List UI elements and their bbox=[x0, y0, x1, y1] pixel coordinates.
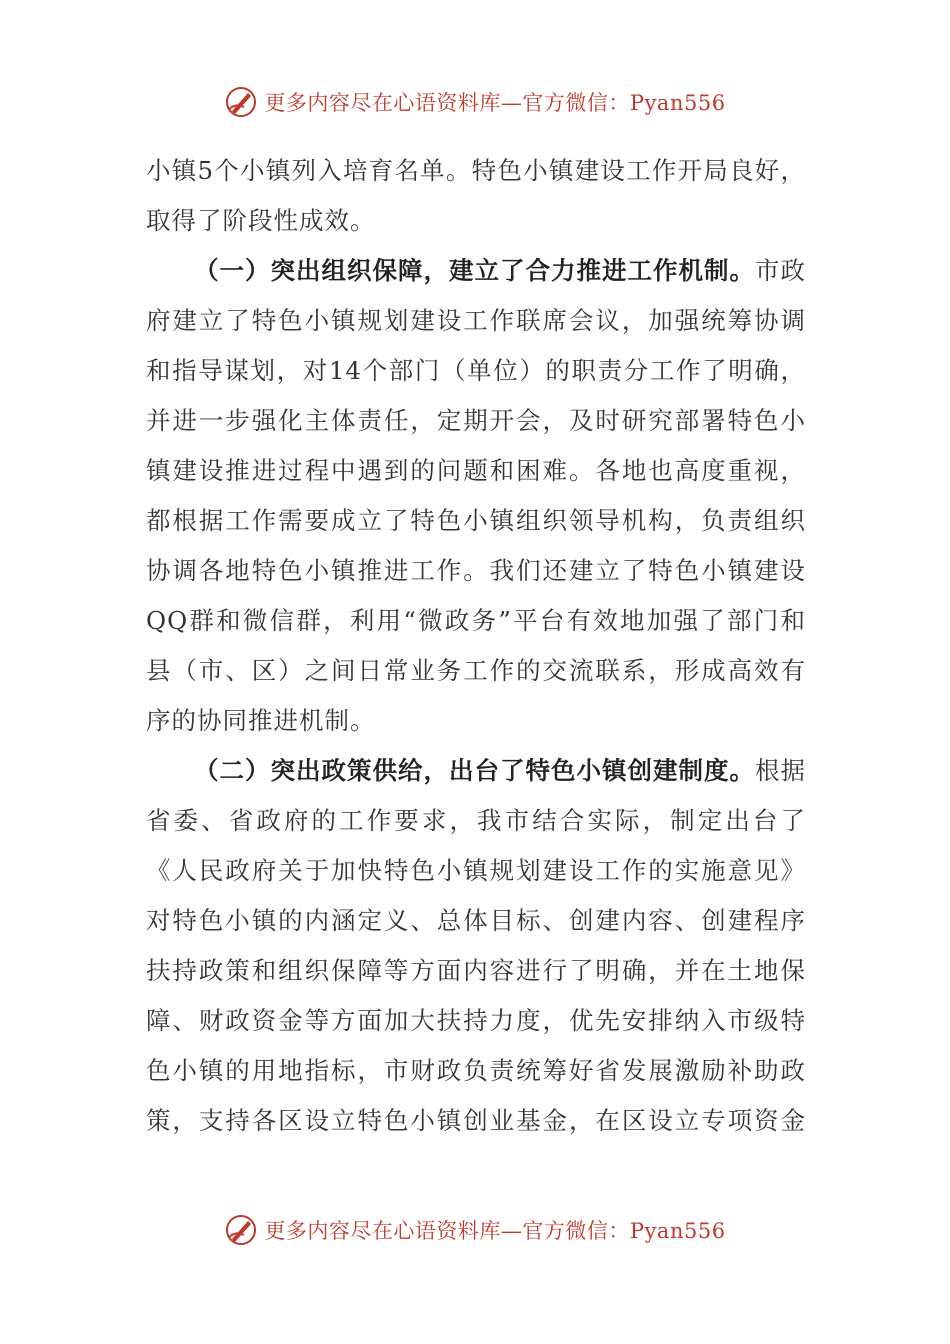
section1-first-line bbox=[146, 246, 806, 296]
footer-banner bbox=[0, 1210, 950, 1250]
section2-line: 对特色小镇的内涵定义、总体目标、创建内容、创建程序 bbox=[146, 906, 806, 935]
section1-first-tail: 市政 bbox=[755, 256, 806, 285]
body-line: 取得了阶段性成效。 bbox=[146, 206, 376, 235]
section1-heading: （一）突出组织保障，建立了合力推进工作机制。 bbox=[194, 256, 755, 285]
pen-logo-icon bbox=[224, 85, 258, 119]
body-line: 小镇5个小镇列入培育名单。特色小镇建设工作开局良好， bbox=[146, 156, 806, 185]
section1-line: 并进一步强化主体责任，定期开会，及时研究部署特色小 bbox=[146, 406, 806, 435]
section1-line: 镇建设推进过程中遇到的问题和困难。各地也高度重视， bbox=[146, 456, 806, 485]
section2-line: 省委、省政府的工作要求，我市结合实际，制定出台了 bbox=[146, 806, 806, 835]
section2-line: 《人民政府关于加快特色小镇规划建设工作的实施意见》 bbox=[146, 856, 806, 885]
section2-line: 障、财政资金等方面加大扶持力度，优先安排纳入市级特 bbox=[146, 1006, 806, 1035]
document-body bbox=[146, 146, 806, 1146]
pen-logo-icon bbox=[224, 1213, 258, 1247]
header-banner bbox=[0, 82, 950, 122]
section2-first-tail: 根据 bbox=[755, 756, 806, 785]
header-banner-text: 更多内容尽在心语资料库—官方微信：Pyan556 bbox=[264, 91, 726, 115]
section1-line: 都根据工作需要成立了特色小镇组织领导机构，负责组织 bbox=[146, 506, 806, 535]
section1-line: 协调各地特色小镇推进工作。我们还建立了特色小镇建设 bbox=[146, 556, 806, 585]
section1-line: 和指导谋划，对14个部门（单位）的职责分工作了明确， bbox=[146, 356, 806, 385]
section1-line: 序的协同推进机制。 bbox=[146, 706, 376, 735]
section1-line: QQ群和微信群，利用“微政务”平台有效地加强了部门和 bbox=[146, 606, 806, 635]
section2-first-line bbox=[146, 746, 806, 796]
footer-banner-text: 更多内容尽在心语资料库—官方微信：Pyan556 bbox=[264, 1219, 726, 1243]
section2-heading: （二）突出政策供给，出台了特色小镇创建制度。 bbox=[194, 756, 755, 785]
section1-line: 县（市、区）之间日常业务工作的交流联系，形成高效有 bbox=[146, 656, 806, 685]
section2-line: 策，支持各区设立特色小镇创业基金，在区设立专项资金 bbox=[146, 1106, 806, 1135]
section2-line: 色小镇的用地指标，市财政负责统筹好省发展激励补助政 bbox=[146, 1056, 806, 1085]
section1-line: 府建立了特色小镇规划建设工作联席会议，加强统筹协调 bbox=[146, 306, 806, 335]
section2-line: 扶持政策和组织保障等方面内容进行了明确，并在土地保 bbox=[146, 956, 806, 985]
